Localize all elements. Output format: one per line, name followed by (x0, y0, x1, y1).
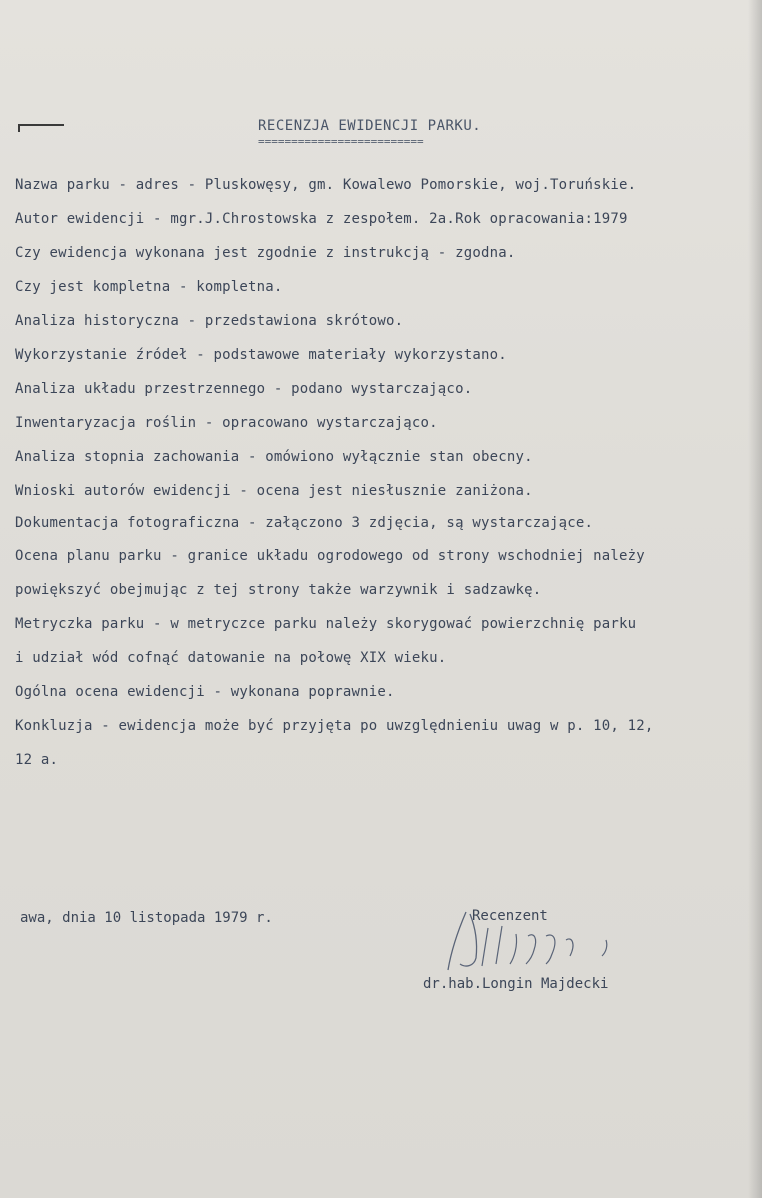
line-plan: Ocena planu parku - granice układu ogrodowego od strony wschodniej należy (15, 548, 645, 564)
line-park-name: Nazwa parku - adres - Pluskowęsy, gm. Kowalewo Pomorskie, woj.Toruńskie. (15, 177, 637, 193)
corner-mark (18, 124, 64, 126)
handwritten-signature (430, 906, 650, 976)
place-date: awa, dnia 10 listopada 1979 r. (20, 910, 273, 926)
title-underline: ========================= (258, 135, 424, 148)
line-overall: Ogólna ocena ewidencji - wykonana poprawnie. (15, 684, 395, 700)
line-metric-cont: i udział wód cofnąć datowanie na połowę XIX wieku. (15, 650, 447, 666)
line-spatial: Analiza układu przestrzennego - podano wystarczająco. (15, 381, 473, 397)
page-edge-shadow (748, 0, 762, 1198)
reviewer-name: dr.hab.Longin Majdecki (423, 976, 609, 992)
document-title: RECENZJA EWIDENCJI PARKU. (258, 118, 482, 134)
line-conclusion: Konkluzja - ewidencja może być przyjęta po uwzględnieniu uwag w p. 10, 12, (15, 718, 654, 734)
line-completeness: Czy jest kompletna - kompletna. (15, 279, 283, 295)
line-historical: Analiza historyczna - przedstawiona skrótowo. (15, 313, 404, 329)
line-metric: Metryczka parku - w metryczce parku należy skorygować powierzchnię parku (15, 616, 637, 632)
line-preservation: Analiza stopnia zachowania - omówiono wyłącznie stan obecny. (15, 449, 533, 465)
line-instruction: Czy ewidencja wykonana jest zgodnie z instrukcją - zgodna. (15, 245, 516, 261)
line-conclusions: Wnioski autorów ewidencji - ocena jest niesłusznie zaniżona. (15, 483, 533, 499)
line-plan-cont: powiększyć obejmując z tej strony także warzywnik i sadzawkę. (15, 582, 542, 598)
line-photos: Dokumentacja fotograficzna - załączono 3 zdjęcia, są wystarczające. (15, 515, 594, 531)
line-author: Autor ewidencji - mgr.J.Chrostowska z zespołem. 2a.Rok opracowania:1979 (15, 211, 628, 227)
reviewer-label: Recenzent (472, 908, 548, 924)
line-sources: Wykorzystanie źródeł - podstawowe materiały wykorzystano. (15, 347, 507, 363)
line-plants: Inwentaryzacja roślin - opracowano wystarczająco. (15, 415, 438, 431)
line-conclusion-cont: 12 a. (15, 752, 59, 768)
